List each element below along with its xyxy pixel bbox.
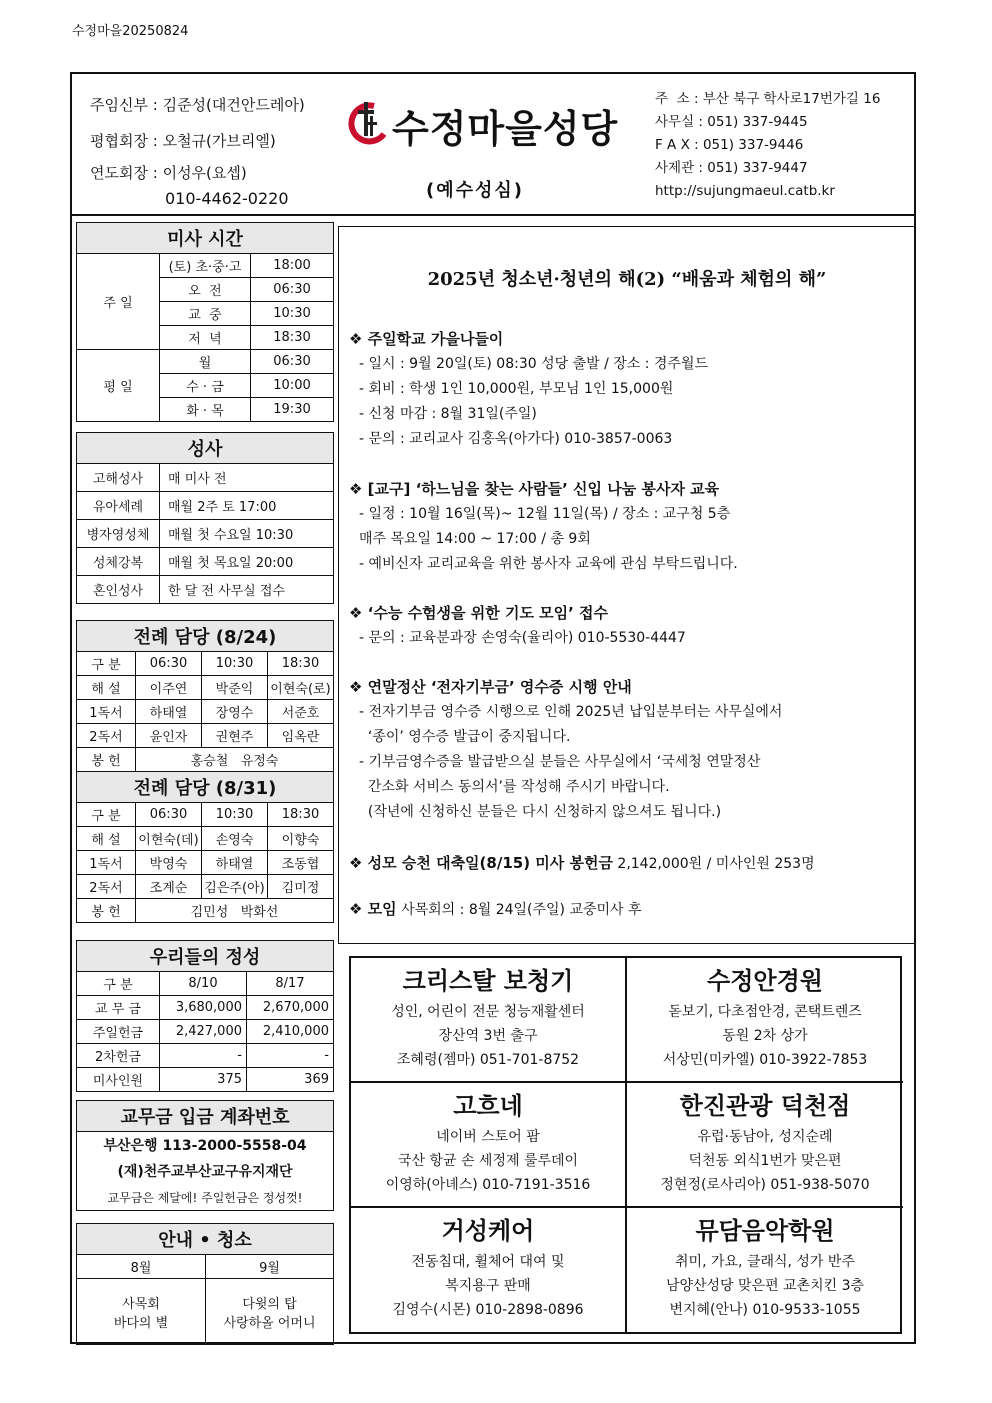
roster-cell: 권현주 <box>202 724 268 748</box>
offering-label: 2차헌금 <box>77 1044 160 1068</box>
notice-line: 매주 목요일 14:00 ~ 17:00 / 총 9회 <box>359 531 591 547</box>
notice-heading: ❖ ‘수능 수험생을 위한 기도 모임’ 접수 <box>349 604 609 622</box>
mass-time: 19:30 <box>251 398 334 422</box>
ad-contact: 이영하(아녜스) 010-7191-3516 <box>385 1177 591 1193</box>
sacrament-time: 매월 2주 토 17:00 <box>160 492 334 520</box>
roster-cell: 박준익 <box>202 676 268 700</box>
roster-cell: 조계순 <box>136 875 202 899</box>
notice-heading: ❖ [교구] ‘하느님을 찾는 사람들’ 신입 나눔 봉사자 교육 <box>349 480 720 498</box>
offering-value: 375 <box>160 1068 247 1092</box>
bank-account: 부산은행 113-2000-5558-04 <box>77 1132 334 1159</box>
notice-line: 간소화 서비스 동의서’를 작성해 주시기 바랍니다. <box>359 779 670 795</box>
roster-offering: 홍승철 유정숙 <box>136 748 334 772</box>
sacrament-time: 한 달 전 사무실 접수 <box>160 576 334 604</box>
notice-heading: ❖ 성모 승천 대축일(8/15) 미사 봉헌금 <box>349 854 613 872</box>
offering-value: 2,427,000 <box>160 1020 247 1044</box>
cleaning-group: 사랑하올 어머니 <box>223 1315 316 1331</box>
notice-line: - 전자기부금 영수증 시행으로 인해 2025년 납입분부터는 사무실에서 <box>359 704 783 720</box>
roster-cell: 이향숙 <box>268 827 334 851</box>
council-president: 오철규(가브리엘) <box>162 132 276 150</box>
cleaning-group: 사목회 <box>122 1296 160 1312</box>
roster-cell: 이현숙(데) <box>136 827 202 851</box>
roster-cell: 손영숙 <box>202 827 268 851</box>
roster-cell: 장영수 <box>202 700 268 724</box>
weekday-label: 평 일 <box>77 350 160 422</box>
sacraments-title: 성사 <box>77 433 334 464</box>
ad-block <box>351 1083 627 1208</box>
roster-role: 1독서 <box>77 851 136 875</box>
ad-name: 수정안경원 <box>707 967 823 995</box>
website-link[interactable]: http://sujungmaeul.catb.kr <box>655 183 835 199</box>
ad-name: 고흐네 <box>453 1092 523 1120</box>
ad-contact: 서상민(미카엘) 010-3922-7853 <box>662 1052 868 1068</box>
office-phone: 사무실 : 051) 337-9445 <box>655 114 808 130</box>
ad-line: 유럽·동남아, 성지순례 <box>697 1129 833 1145</box>
roster-role: 해 설 <box>77 676 136 700</box>
roster-head: 06:30 <box>136 803 202 827</box>
pastor-label: 주임신부 : <box>90 96 158 114</box>
roster-head: 18:30 <box>268 652 334 676</box>
roster-role: 해 설 <box>77 827 136 851</box>
mass-time: 06:30 <box>251 350 334 374</box>
notice-line: ‘종이’ 영수증 발급이 중지됩니다. <box>359 729 571 745</box>
sacrament-name: 병자영성체 <box>77 520 160 548</box>
roster-cell: 김은주(아) <box>202 875 268 899</box>
mass-name: 화 · 목 <box>160 398 251 422</box>
notice-value: 사목회의 : 8월 24일(주일) 교중미사 후 <box>401 902 642 918</box>
youth-label: 연도회장 : <box>90 164 158 182</box>
roster-head: 구 분 <box>77 803 136 827</box>
ad-name: 한진관광 덕천점 <box>679 1092 851 1120</box>
roster-cell: 이현숙(로) <box>268 676 334 700</box>
offering-value: - <box>160 1044 247 1068</box>
mass-name: 오 전 <box>160 278 251 302</box>
cleaning-month: 9월 <box>206 1255 334 1279</box>
roster-cell: 조동협 <box>268 851 334 875</box>
roster-head: 10:30 <box>202 652 268 676</box>
ad-contact: 김영수(시몬) 010-2898-0896 <box>392 1302 584 1318</box>
ad-line: 덕천동 외식1번가 맞은편 <box>688 1153 842 1169</box>
notice-meeting <box>349 897 642 923</box>
offerings-table <box>76 940 334 1092</box>
cleaning-group: 다윗의 탑 <box>242 1296 297 1312</box>
notice-heading: ❖ 주일학교 가을나들이 <box>349 330 504 348</box>
youth-president: 이성우(요셉) <box>162 164 247 182</box>
roster-cell: 윤인자 <box>136 724 202 748</box>
offering-label: 교 무 금 <box>77 996 160 1020</box>
roster-head: 18:30 <box>268 803 334 827</box>
mass-name: 수 · 금 <box>160 374 251 398</box>
offering-head: 8/17 <box>247 972 334 996</box>
account-title: 교무금 입금 계좌번호 <box>77 1101 334 1132</box>
cleaning-month: 8월 <box>77 1255 206 1279</box>
account-table <box>76 1100 334 1211</box>
ad-block <box>351 958 627 1083</box>
roster-head: 구 분 <box>77 652 136 676</box>
mass-times-table <box>76 222 334 422</box>
ad-contact: 정현정(로사리아) 051-938-5070 <box>660 1177 870 1193</box>
mass-times-title: 미사 시간 <box>77 223 334 254</box>
ad-contact: 조혜령(젬마) 051-701-8752 <box>396 1052 580 1068</box>
sacraments-table <box>76 432 334 604</box>
mass-time: 18:00 <box>251 254 334 278</box>
notice-line: - 예비신자 교리교육을 위한 봉사자 교육에 관심 부탁드립니다. <box>359 556 738 572</box>
ad-name: 거성케어 <box>441 1217 535 1245</box>
roster-cell: 하태열 <box>202 851 268 875</box>
address: 주 소 : 부산 북구 학사로17번가길 16 <box>655 91 881 107</box>
roster-head: 10:30 <box>202 803 268 827</box>
roster-cell: 박영숙 <box>136 851 202 875</box>
ad-line: 전동침대, 휠체어 대여 및 <box>411 1254 565 1270</box>
council-label: 평협회장 : <box>90 132 158 150</box>
offering-head: 구 분 <box>77 972 160 996</box>
notice-assumption-offering <box>349 851 815 877</box>
ad-block <box>627 1208 903 1333</box>
header-divider <box>70 214 916 216</box>
notice-line: - 기부금영수증을 발급받으실 분들은 사무실에서 ‘국세청 연말정산 <box>359 754 761 770</box>
offering-value: - <box>247 1044 334 1068</box>
notice-line: (작년에 신청하신 분들은 다시 신청하지 않으셔도 됩니다.) <box>359 804 722 820</box>
notice-line: - 일시 : 9월 20일(토) 08:30 성당 출발 / 장소 : 경주월드 <box>359 356 709 372</box>
ad-block <box>351 1208 627 1333</box>
roster-role: 2독서 <box>77 724 136 748</box>
roster-cell: 서준호 <box>268 700 334 724</box>
mass-time: 18:30 <box>251 326 334 350</box>
cleaning-sep <box>206 1279 334 1345</box>
notices-title: 2025년 청소년·청년의 해(2) “배움과 체험의 해” <box>427 269 827 290</box>
liturgy-roster-table <box>76 620 334 923</box>
ad-line: 네이버 스토어 팜 <box>436 1129 540 1145</box>
ad-line: 돋보기, 다초점안경, 콘택트렌즈 <box>668 1004 862 1020</box>
notice-volunteer-training <box>349 477 738 577</box>
notice-exam-prayer <box>349 601 686 651</box>
ad-line: 장산역 3번 출구 <box>438 1028 538 1044</box>
notice-heading: ❖ 연말정산 ‘전자기부금’ 영수증 시행 안내 <box>349 678 632 696</box>
ad-line: 취미, 가요, 클래식, 성가 반주 <box>675 1254 855 1270</box>
ad-name: 뮤담음악학원 <box>695 1217 835 1245</box>
rectory-phone: 사제관 : 051) 337-9447 <box>655 160 808 176</box>
sunday-label: 주 일 <box>77 254 160 350</box>
pastor-name: 김준성(대건안드레아) <box>162 96 305 114</box>
ad-line: 성인, 어린이 전문 청능재활센터 <box>391 1004 585 1020</box>
mass-time: 10:30 <box>251 302 334 326</box>
ads-grid <box>349 956 902 1334</box>
sacrament-name: 혼인성사 <box>77 576 160 604</box>
sacrament-name: 유아세례 <box>77 492 160 520</box>
offering-value: 2,410,000 <box>247 1020 334 1044</box>
offering-head: 8/10 <box>160 972 247 996</box>
offering-value: 2,670,000 <box>247 996 334 1020</box>
offerings-title: 우리들의 정성 <box>77 941 334 972</box>
mass-name: (토) 초·중·고 <box>160 254 251 278</box>
roster-cell: 이주연 <box>136 676 202 700</box>
roster-role: 2독서 <box>77 875 136 899</box>
offering-label: 미사인원 <box>77 1068 160 1092</box>
ad-block <box>627 958 903 1083</box>
liturgy-824-title: 전례 담당 (8/24) <box>77 621 334 652</box>
roster-cell: 하태열 <box>136 700 202 724</box>
roster-role: 봉 헌 <box>77 748 136 772</box>
roster-role: 1독서 <box>77 700 136 724</box>
roster-offering: 김민성 박화선 <box>136 899 334 923</box>
cleaning-aug <box>77 1279 206 1345</box>
roster-role: 봉 헌 <box>77 899 136 923</box>
liturgy-831-title: 전례 담당 (8/31) <box>77 772 334 803</box>
cleaning-group: 바다의 별 <box>113 1315 169 1331</box>
parish-contact <box>655 88 880 203</box>
ad-contact: 변지혜(안나) 010-9533-1055 <box>669 1302 861 1318</box>
roster-cell: 임옥란 <box>268 724 334 748</box>
cleaning-title: 안내 • 청소 <box>77 1224 334 1255</box>
notice-line: - 회비 : 학생 1인 10,000원, 부모님 1인 15,000원 <box>359 381 674 397</box>
notice-value: 2,142,000원 / 미사인원 253명 <box>617 856 815 872</box>
account-holder: (재)천주교부산교구유지재단 <box>77 1158 334 1184</box>
offering-value: 369 <box>247 1068 334 1092</box>
sacrament-time: 매월 첫 수요일 10:30 <box>160 520 334 548</box>
notice-heading: ❖ 모임 <box>349 900 397 918</box>
sacrament-time: 매월 첫 목요일 20:00 <box>160 548 334 576</box>
mass-time: 10:00 <box>251 374 334 398</box>
ad-line: 동원 2차 상가 <box>722 1028 808 1044</box>
feast-name: (예수성심) <box>426 180 525 201</box>
notice-line: - 일정 : 10월 16일(목)~ 12월 11일(목) / 장소 : 교구청 5층 <box>359 506 731 522</box>
mass-name: 저 녁 <box>160 326 251 350</box>
notice-line: - 문의 : 교리교사 김홍옥(아가다) 010-3857-0063 <box>359 431 673 447</box>
mass-time: 06:30 <box>251 278 334 302</box>
cleaning-table <box>76 1223 334 1345</box>
offering-value: 3,680,000 <box>160 996 247 1020</box>
sacrament-name: 성체강복 <box>77 548 160 576</box>
offering-label: 주일헌금 <box>77 1020 160 1044</box>
parish-officers <box>90 90 305 214</box>
mass-name: 교 중 <box>160 302 251 326</box>
notice-line: - 신청 마감 : 8월 31일(주일) <box>359 406 537 422</box>
parish-logo-icon <box>344 98 390 148</box>
ad-block <box>627 1083 903 1208</box>
sacrament-time: 매 미사 전 <box>160 464 334 492</box>
mass-name: 월 <box>160 350 251 374</box>
sacrament-name: 고해성사 <box>77 464 160 492</box>
notices-panel <box>338 226 916 944</box>
parish-name: 수정마을성당 <box>392 107 619 151</box>
fax: F A X : 051) 337-9446 <box>655 137 804 153</box>
account-note: 교무금은 제달에! 주일헌금은 정성껏! <box>77 1184 334 1211</box>
ad-line: 복지용구 판매 <box>445 1278 531 1294</box>
roster-cell: 김미정 <box>268 875 334 899</box>
youth-phone: 010-4462-0220 <box>165 189 289 208</box>
roster-head: 06:30 <box>136 652 202 676</box>
notice-donation-receipt <box>349 675 782 825</box>
ad-line: 국산 항균 손 세정제 룰루데이 <box>397 1153 579 1169</box>
document-id: 수정마을20250824 <box>72 24 189 39</box>
notice-autumn-outing <box>349 327 708 452</box>
notice-line: - 문의 : 교육분과장 손영숙(율리아) 010-5530-4447 <box>359 630 686 646</box>
ad-line: 남양산성당 맞은편 교촌치킨 3층 <box>665 1278 865 1294</box>
ad-name: 크리스탈 보청기 <box>402 967 574 995</box>
